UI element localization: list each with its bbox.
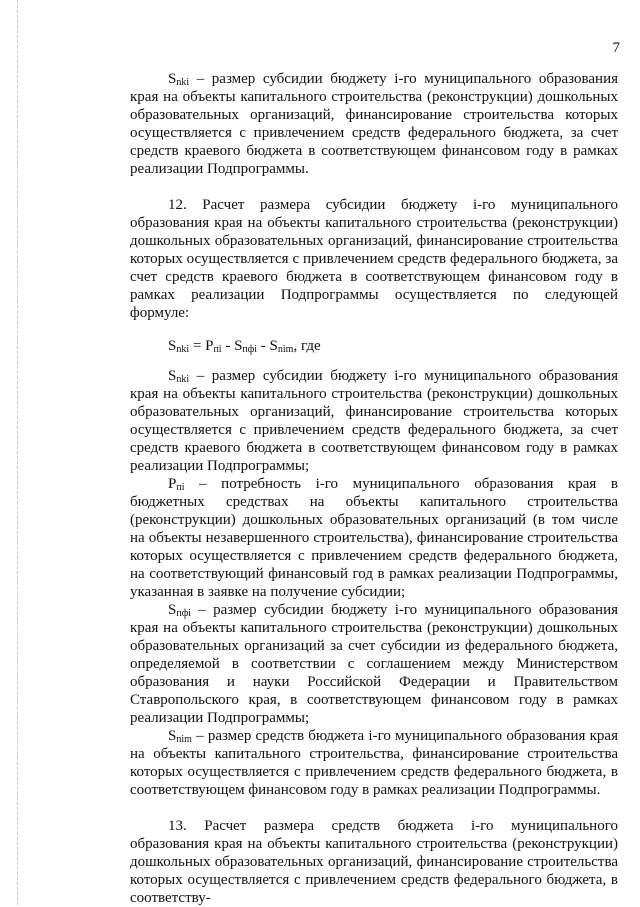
definition-pni: $P_{пi}$ – потребность i-го муниципального образования края в бюджетных средствах на объекты капитального строительства (реконструкции) дошкольных образовательных организаций (в том числе на объекты незавершенного строительства), финансирование строительства которых осуществляется с привлечением средств федерального бюджета, на соответствующий финансовый год в рамках реализации Подпрограммы, указанная в заявке на получение субсидии; [130,476,618,600]
document-body [130,70,618,907]
paragraph-snki-intro [130,70,618,178]
symbol-subscript: nki [176,77,190,88]
definition-snim: $S_{nim}$ – размер средств бюджета i-го муниципального образования края на объекты капитального строительства, финансирование строительства которых осуществляется с привлечением средств федерального бюджета, в соответствующем финансовом году в рамках реализации Подпрограммы. [130,728,618,798]
symbol: S [168,71,177,87]
paragraph-section-12: 12. Расчет размера субсидии бюджету i-го муниципального образования края на объекты капитального строительства (реконструкции) дошкольных образовательных организаций, финансирование строительства которых осуществляется с привлечением средств федерального бюджета, за счет средств краевого бюджета в соответствующем финансовом году в рамках реализации Подпрограммы осуществляется по следующей формуле: [130,197,618,321]
formula: $S_{nki} = P_{пi} - S_{пфi} - S_{nim}$, где [168,338,321,355]
definition-snfi: $S_{пфi}$ – размер субсидии бюджету i-го муниципального образования края на объекты капитального строительства (реконструкции) дошкольных образовательных организаций за счет субсидии из федерального бюджета, определяемой в соответствии с соглашением между Министерством образования и науки Российской Федерации и Правительством Ставропольского края, в соответствующем финансовом году в рамках реализации Подпрограммы; [130,602,618,726]
definition-snki: $S_{nki}$ – размер субсидии бюджету i-го муниципального образования края на объекты капитального строительства (реконструкции) дошкольных образовательных организаций, финансирование строительства которых осуществляется с привлечением средств федерального бюджета, за счет средств краевого бюджета в соответствующем финансовом году в рамках реализации Подпрограммы; [130,368,618,474]
paragraph-text: – размер субсидии бюджету i-го муниципального образования края на объекты капитального строительства (реконструкции) дошкольных образовательных организаций, финансирование строительства которых осуществляется с привлечением средств федерального бюджета, за счет средств краевого бюджета в соответствующем финансовом году в рамках реализации Подпрограммы. [130,71,618,177]
page-number: 7 [612,40,620,56]
page-edge-line [17,0,18,905]
paragraph-section-13: 13. Расчет размера средств бюджета i-го муниципального образования края на объекты капитального строительства (реконструкции) дошкольных образовательных организаций, финансирование строительства которых осуществляется с привлечением средств федерального бюджета, в соответству- [130,818,618,906]
